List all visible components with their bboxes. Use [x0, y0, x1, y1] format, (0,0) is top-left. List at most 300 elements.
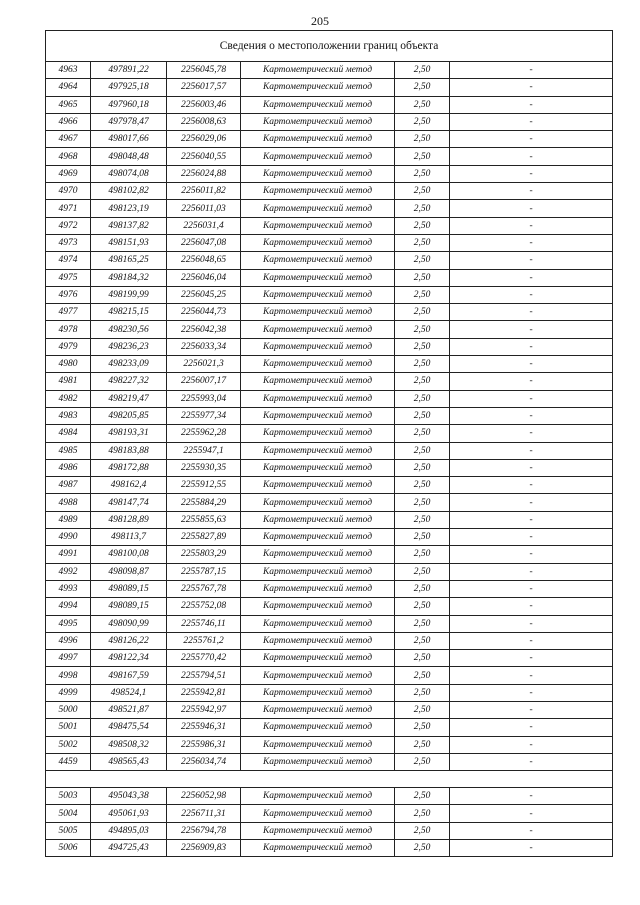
method-cell: Картометрический метод: [241, 822, 395, 839]
table-row: [46, 459, 613, 476]
x-coordinate-cell: 498205,85: [91, 407, 167, 424]
note-cell: -: [450, 286, 613, 303]
accuracy-cell: 2,50: [395, 79, 450, 96]
page-number: 205: [311, 14, 329, 28]
method-cell: Картометрический метод: [241, 321, 395, 338]
note-cell: -: [450, 217, 613, 234]
y-coordinate-cell: 2256033,34: [167, 338, 241, 355]
y-coordinate-cell: 2255912,55: [167, 477, 241, 494]
method-cell: Картометрический метод: [241, 390, 395, 407]
table-row: [46, 183, 613, 200]
point-number-cell: 4972: [46, 217, 91, 234]
method-cell: Картометрический метод: [241, 269, 395, 286]
note-cell: -: [450, 598, 613, 615]
method-cell: Картометрический метод: [241, 753, 395, 770]
x-coordinate-cell: 498048,48: [91, 148, 167, 165]
point-number-cell: 4970: [46, 183, 91, 200]
x-coordinate-cell: 497925,18: [91, 79, 167, 96]
group-separator-cell: [46, 771, 613, 788]
method-cell: Картометрический метод: [241, 840, 395, 857]
note-cell: -: [450, 407, 613, 424]
method-cell: Картометрический метод: [241, 477, 395, 494]
method-cell: Картометрический метод: [241, 459, 395, 476]
x-coordinate-cell: 498521,87: [91, 701, 167, 718]
y-coordinate-cell: 2256021,3: [167, 356, 241, 373]
table-row: [46, 62, 613, 79]
note-cell: -: [450, 511, 613, 528]
point-number-cell: 4999: [46, 684, 91, 701]
method-cell: Картометрический метод: [241, 304, 395, 321]
accuracy-cell: 2,50: [395, 200, 450, 217]
table-row: [46, 304, 613, 321]
method-cell: Картометрический метод: [241, 546, 395, 563]
note-cell: -: [450, 62, 613, 79]
point-number-cell: 4981: [46, 373, 91, 390]
accuracy-cell: 2,50: [395, 701, 450, 718]
table-row: [46, 788, 613, 805]
table-row: [46, 356, 613, 373]
y-coordinate-cell: 2256040,55: [167, 148, 241, 165]
accuracy-cell: 2,50: [395, 529, 450, 546]
y-coordinate-cell: 2255767,78: [167, 580, 241, 597]
x-coordinate-cell: 498236,23: [91, 338, 167, 355]
method-cell: Картометрический метод: [241, 200, 395, 217]
point-number-cell: 4986: [46, 459, 91, 476]
table-row: [46, 165, 613, 182]
note-cell: -: [450, 252, 613, 269]
note-cell: -: [450, 615, 613, 632]
x-coordinate-cell: 498089,15: [91, 598, 167, 615]
accuracy-cell: 2,50: [395, 459, 450, 476]
coordinates-table-body: [46, 31, 613, 857]
point-number-cell: 4967: [46, 131, 91, 148]
table-row: [46, 632, 613, 649]
note-cell: -: [450, 356, 613, 373]
method-cell: Картометрический метод: [241, 598, 395, 615]
y-coordinate-cell: 2255884,29: [167, 494, 241, 511]
x-coordinate-cell: 498102,82: [91, 183, 167, 200]
note-cell: -: [450, 529, 613, 546]
x-coordinate-cell: 497960,18: [91, 96, 167, 113]
note-cell: -: [450, 304, 613, 321]
method-cell: Картометрический метод: [241, 511, 395, 528]
y-coordinate-cell: 2255993,04: [167, 390, 241, 407]
accuracy-cell: 2,50: [395, 234, 450, 251]
y-coordinate-cell: 2256909,83: [167, 840, 241, 857]
accuracy-cell: 2,50: [395, 511, 450, 528]
y-coordinate-cell: 2256042,38: [167, 321, 241, 338]
note-cell: -: [450, 684, 613, 701]
note-cell: -: [450, 546, 613, 563]
note-cell: -: [450, 390, 613, 407]
method-cell: Картометрический метод: [241, 580, 395, 597]
table-row: [46, 96, 613, 113]
y-coordinate-cell: 2256045,78: [167, 62, 241, 79]
note-cell: -: [450, 269, 613, 286]
x-coordinate-cell: 498183,88: [91, 442, 167, 459]
accuracy-cell: 2,50: [395, 356, 450, 373]
point-number-cell: 4969: [46, 165, 91, 182]
y-coordinate-cell: 2255942,81: [167, 684, 241, 701]
accuracy-cell: 2,50: [395, 753, 450, 770]
x-coordinate-cell: 498100,08: [91, 546, 167, 563]
y-coordinate-cell: 2256007,17: [167, 373, 241, 390]
note-cell: -: [450, 494, 613, 511]
note-cell: -: [450, 234, 613, 251]
accuracy-cell: 2,50: [395, 580, 450, 597]
y-coordinate-cell: 2255761,2: [167, 632, 241, 649]
note-cell: -: [450, 442, 613, 459]
y-coordinate-cell: 2256024,88: [167, 165, 241, 182]
table-row: [46, 684, 613, 701]
x-coordinate-cell: 498165,25: [91, 252, 167, 269]
method-cell: Картометрический метод: [241, 719, 395, 736]
table-row: [46, 563, 613, 580]
table-row: [46, 442, 613, 459]
point-number-cell: 4997: [46, 650, 91, 667]
accuracy-cell: 2,50: [395, 165, 450, 182]
table-row: [46, 200, 613, 217]
note-cell: -: [450, 96, 613, 113]
x-coordinate-cell: 498172,88: [91, 459, 167, 476]
table-row: [46, 650, 613, 667]
x-coordinate-cell: 498219,47: [91, 390, 167, 407]
table-row: [46, 701, 613, 718]
method-cell: Картометрический метод: [241, 563, 395, 580]
point-number-cell: 4995: [46, 615, 91, 632]
y-coordinate-cell: 2255827,89: [167, 529, 241, 546]
y-coordinate-cell: 2255962,28: [167, 425, 241, 442]
accuracy-cell: 2,50: [395, 373, 450, 390]
method-cell: Картометрический метод: [241, 615, 395, 632]
y-coordinate-cell: 2255855,63: [167, 511, 241, 528]
accuracy-cell: 2,50: [395, 684, 450, 701]
y-coordinate-cell: 2255947,1: [167, 442, 241, 459]
point-number-cell: 5003: [46, 788, 91, 805]
point-number-cell: 4459: [46, 753, 91, 770]
note-cell: -: [450, 805, 613, 822]
y-coordinate-cell: 2256017,57: [167, 79, 241, 96]
method-cell: Картометрический метод: [241, 667, 395, 684]
method-cell: Картометрический метод: [241, 252, 395, 269]
method-cell: Картометрический метод: [241, 494, 395, 511]
x-coordinate-cell: 498074,08: [91, 165, 167, 182]
table-row: [46, 425, 613, 442]
accuracy-cell: 2,50: [395, 615, 450, 632]
x-coordinate-cell: 498162,4: [91, 477, 167, 494]
method-cell: Картометрический метод: [241, 79, 395, 96]
x-coordinate-cell: 498122,34: [91, 650, 167, 667]
x-coordinate-cell: 497891,22: [91, 62, 167, 79]
point-number-cell: 5006: [46, 840, 91, 857]
table-row: [46, 338, 613, 355]
point-number-cell: 4964: [46, 79, 91, 96]
point-number-cell: 4992: [46, 563, 91, 580]
y-coordinate-cell: 2256044,73: [167, 304, 241, 321]
accuracy-cell: 2,50: [395, 148, 450, 165]
note-cell: -: [450, 667, 613, 684]
method-cell: Картометрический метод: [241, 217, 395, 234]
note-cell: -: [450, 373, 613, 390]
accuracy-cell: 2,50: [395, 338, 450, 355]
point-number-cell: 4978: [46, 321, 91, 338]
table-row: [46, 667, 613, 684]
table-row: [46, 580, 613, 597]
y-coordinate-cell: 2256029,06: [167, 131, 241, 148]
method-cell: Картометрический метод: [241, 234, 395, 251]
x-coordinate-cell: 494895,03: [91, 822, 167, 839]
x-coordinate-cell: 498123,19: [91, 200, 167, 217]
point-number-cell: 4984: [46, 425, 91, 442]
method-cell: Картометрический метод: [241, 148, 395, 165]
accuracy-cell: 2,50: [395, 390, 450, 407]
method-cell: Картометрический метод: [241, 62, 395, 79]
x-coordinate-cell: 498475,54: [91, 719, 167, 736]
x-coordinate-cell: 498137,82: [91, 217, 167, 234]
point-number-cell: 4968: [46, 148, 91, 165]
x-coordinate-cell: 498508,32: [91, 736, 167, 753]
accuracy-cell: 2,50: [395, 96, 450, 113]
point-number-cell: 5005: [46, 822, 91, 839]
x-coordinate-cell: 498090,99: [91, 615, 167, 632]
table-row: [46, 736, 613, 753]
accuracy-cell: 2,50: [395, 269, 450, 286]
table-row: [46, 546, 613, 563]
point-number-cell: 4988: [46, 494, 91, 511]
table-title-row: [46, 31, 613, 62]
x-coordinate-cell: 498126,22: [91, 632, 167, 649]
table-row: [46, 269, 613, 286]
point-number-cell: 4979: [46, 338, 91, 355]
accuracy-cell: 2,50: [395, 667, 450, 684]
table-row: [46, 511, 613, 528]
table-title: Сведения о местоположении границ объекта: [46, 31, 613, 62]
note-cell: -: [450, 753, 613, 770]
accuracy-cell: 2,50: [395, 788, 450, 805]
accuracy-cell: 2,50: [395, 477, 450, 494]
y-coordinate-cell: 2255746,11: [167, 615, 241, 632]
x-coordinate-cell: 498215,15: [91, 304, 167, 321]
accuracy-cell: 2,50: [395, 183, 450, 200]
table-row: [46, 477, 613, 494]
x-coordinate-cell: 498233,09: [91, 356, 167, 373]
method-cell: Картометрический метод: [241, 183, 395, 200]
point-number-cell: 4975: [46, 269, 91, 286]
point-number-cell: 5000: [46, 701, 91, 718]
table-row: [46, 217, 613, 234]
group-separator-row: [46, 771, 613, 788]
x-coordinate-cell: 498098,87: [91, 563, 167, 580]
y-coordinate-cell: 2256711,31: [167, 805, 241, 822]
accuracy-cell: 2,50: [395, 62, 450, 79]
note-cell: -: [450, 563, 613, 580]
method-cell: Картометрический метод: [241, 96, 395, 113]
y-coordinate-cell: 2255803,29: [167, 546, 241, 563]
method-cell: Картометрический метод: [241, 529, 395, 546]
note-cell: -: [450, 165, 613, 182]
point-number-cell: 5002: [46, 736, 91, 753]
y-coordinate-cell: 2255946,31: [167, 719, 241, 736]
point-number-cell: 4973: [46, 234, 91, 251]
accuracy-cell: 2,50: [395, 805, 450, 822]
point-number-cell: 4977: [46, 304, 91, 321]
table-row: [46, 373, 613, 390]
note-cell: -: [450, 580, 613, 597]
y-coordinate-cell: 2255977,34: [167, 407, 241, 424]
point-number-cell: 4985: [46, 442, 91, 459]
y-coordinate-cell: 2256794,78: [167, 822, 241, 839]
note-cell: -: [450, 650, 613, 667]
point-number-cell: 4976: [46, 286, 91, 303]
y-coordinate-cell: 2255942,97: [167, 701, 241, 718]
y-coordinate-cell: 2255787,15: [167, 563, 241, 580]
method-cell: Картометрический метод: [241, 425, 395, 442]
point-number-cell: 4998: [46, 667, 91, 684]
method-cell: Картометрический метод: [241, 286, 395, 303]
point-number-cell: 4987: [46, 477, 91, 494]
y-coordinate-cell: 2256034,74: [167, 753, 241, 770]
accuracy-cell: 2,50: [395, 304, 450, 321]
x-coordinate-cell: 498524,1: [91, 684, 167, 701]
note-cell: -: [450, 113, 613, 130]
method-cell: Картометрический метод: [241, 684, 395, 701]
table-row: [46, 407, 613, 424]
x-coordinate-cell: 494725,43: [91, 840, 167, 857]
y-coordinate-cell: 2255770,42: [167, 650, 241, 667]
x-coordinate-cell: 498227,32: [91, 373, 167, 390]
y-coordinate-cell: 2256046,04: [167, 269, 241, 286]
y-coordinate-cell: 2255930,35: [167, 459, 241, 476]
point-number-cell: 4966: [46, 113, 91, 130]
point-number-cell: 4974: [46, 252, 91, 269]
accuracy-cell: 2,50: [395, 252, 450, 269]
accuracy-cell: 2,50: [395, 286, 450, 303]
accuracy-cell: 2,50: [395, 598, 450, 615]
point-number-cell: 4983: [46, 407, 91, 424]
x-coordinate-cell: 497978,47: [91, 113, 167, 130]
x-coordinate-cell: 498089,15: [91, 580, 167, 597]
x-coordinate-cell: 498230,56: [91, 321, 167, 338]
table-row: [46, 615, 613, 632]
y-coordinate-cell: 2256047,08: [167, 234, 241, 251]
y-coordinate-cell: 2256003,46: [167, 96, 241, 113]
y-coordinate-cell: 2256048,65: [167, 252, 241, 269]
y-coordinate-cell: 2256045,25: [167, 286, 241, 303]
note-cell: -: [450, 131, 613, 148]
accuracy-cell: 2,50: [395, 113, 450, 130]
x-coordinate-cell: 498113,7: [91, 529, 167, 546]
method-cell: Картометрический метод: [241, 701, 395, 718]
point-number-cell: 5001: [46, 719, 91, 736]
method-cell: Картометрический метод: [241, 805, 395, 822]
point-number-cell: 4965: [46, 96, 91, 113]
x-coordinate-cell: 498151,93: [91, 234, 167, 251]
table-row: [46, 753, 613, 770]
x-coordinate-cell: 498128,89: [91, 511, 167, 528]
method-cell: Картометрический метод: [241, 736, 395, 753]
note-cell: -: [450, 477, 613, 494]
table-row: [46, 79, 613, 96]
accuracy-cell: 2,50: [395, 563, 450, 580]
accuracy-cell: 2,50: [395, 131, 450, 148]
y-coordinate-cell: 2256011,03: [167, 200, 241, 217]
point-number-cell: 4991: [46, 546, 91, 563]
point-number-cell: 4963: [46, 62, 91, 79]
note-cell: -: [450, 632, 613, 649]
point-number-cell: 4993: [46, 580, 91, 597]
y-coordinate-cell: 2255752,08: [167, 598, 241, 615]
table-row: [46, 822, 613, 839]
x-coordinate-cell: 498017,66: [91, 131, 167, 148]
method-cell: Картометрический метод: [241, 356, 395, 373]
x-coordinate-cell: 495061,93: [91, 805, 167, 822]
table-row: [46, 598, 613, 615]
method-cell: Картометрический метод: [241, 131, 395, 148]
method-cell: Картометрический метод: [241, 165, 395, 182]
note-cell: -: [450, 425, 613, 442]
accuracy-cell: 2,50: [395, 321, 450, 338]
note-cell: -: [450, 719, 613, 736]
x-coordinate-cell: 498199,99: [91, 286, 167, 303]
y-coordinate-cell: 2256031,4: [167, 217, 241, 234]
point-number-cell: 4996: [46, 632, 91, 649]
note-cell: -: [450, 148, 613, 165]
method-cell: Картометрический метод: [241, 338, 395, 355]
table-row: [46, 321, 613, 338]
point-number-cell: 4989: [46, 511, 91, 528]
accuracy-cell: 2,50: [395, 217, 450, 234]
x-coordinate-cell: 498167,59: [91, 667, 167, 684]
table-row: [46, 252, 613, 269]
note-cell: -: [450, 822, 613, 839]
table-row: [46, 148, 613, 165]
method-cell: Картометрический метод: [241, 650, 395, 667]
accuracy-cell: 2,50: [395, 425, 450, 442]
note-cell: -: [450, 459, 613, 476]
note-cell: -: [450, 338, 613, 355]
accuracy-cell: 2,50: [395, 736, 450, 753]
y-coordinate-cell: 2255986,31: [167, 736, 241, 753]
table-row: [46, 805, 613, 822]
note-cell: -: [450, 200, 613, 217]
method-cell: Картометрический метод: [241, 788, 395, 805]
note-cell: -: [450, 840, 613, 857]
method-cell: Картометрический метод: [241, 632, 395, 649]
y-coordinate-cell: 2256011,82: [167, 183, 241, 200]
table-row: [46, 234, 613, 251]
note-cell: -: [450, 701, 613, 718]
point-number-cell: 4971: [46, 200, 91, 217]
point-number-cell: 4982: [46, 390, 91, 407]
accuracy-cell: 2,50: [395, 442, 450, 459]
y-coordinate-cell: 2256052,98: [167, 788, 241, 805]
table-row: [46, 494, 613, 511]
x-coordinate-cell: 498193,31: [91, 425, 167, 442]
note-cell: -: [450, 736, 613, 753]
x-coordinate-cell: 498147,74: [91, 494, 167, 511]
y-coordinate-cell: 2256008,63: [167, 113, 241, 130]
coordinates-table: [45, 30, 613, 857]
x-coordinate-cell: 498184,32: [91, 269, 167, 286]
y-coordinate-cell: 2255794,51: [167, 667, 241, 684]
method-cell: Картометрический метод: [241, 113, 395, 130]
accuracy-cell: 2,50: [395, 632, 450, 649]
method-cell: Картометрический метод: [241, 373, 395, 390]
point-number-cell: 4980: [46, 356, 91, 373]
point-number-cell: 4990: [46, 529, 91, 546]
accuracy-cell: 2,50: [395, 494, 450, 511]
table-row: [46, 840, 613, 857]
